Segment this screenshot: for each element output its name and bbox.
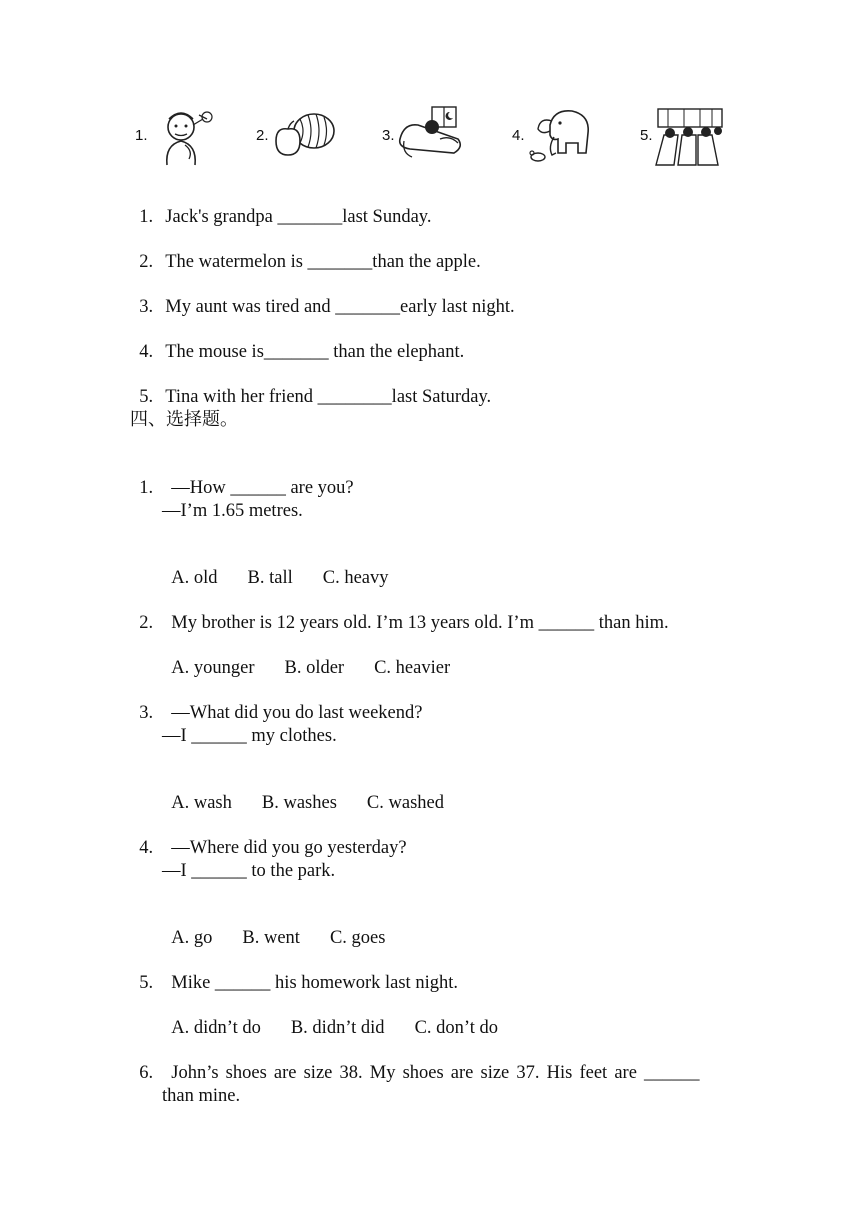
question-4: [130, 815, 407, 859]
answer-line: —I ______ my clothes.: [162, 726, 337, 746]
item-text: The mouse is_______ than the elephant.: [165, 342, 465, 362]
question-number: 4.: [139, 838, 154, 858]
question-text: —What did you do last weekend?: [171, 703, 423, 723]
option-b: B. didn’t did: [290, 1018, 385, 1038]
item-text: Jack's grandpa _______last Sunday.: [165, 207, 432, 227]
option-c: C. heavy: [322, 568, 389, 588]
item-text: The watermelon is _______than the apple.: [165, 252, 481, 272]
options-row: [162, 905, 385, 949]
picture-number: 2.: [256, 127, 269, 144]
option-c: C. goes: [329, 928, 386, 948]
question-number: 5.: [139, 973, 154, 993]
picture-3: [382, 105, 472, 170]
option-c: C. washed: [366, 793, 444, 813]
question-6: [130, 1040, 732, 1084]
option-c: C. don’t do: [414, 1018, 498, 1038]
cinema-icon: [654, 105, 724, 167]
question-number: 3.: [139, 703, 154, 723]
picture-4: [512, 105, 602, 170]
elephant-mouse-icon: [526, 105, 596, 167]
item-text: Tina with her friend ________last Saturday.: [165, 387, 492, 407]
fill-item-5: [130, 364, 491, 408]
picture-number: 4.: [512, 127, 525, 144]
watermelon-apple-icon: [270, 105, 336, 167]
answer-line: —I’m 1.65 metres.: [162, 501, 303, 521]
question-text: Mike ______ his homework last night.: [171, 973, 458, 993]
question-5: [130, 950, 458, 994]
question-continuation: than mine.: [162, 1086, 241, 1106]
fill-item-1: [130, 184, 431, 228]
question-text: —How ______ are you?: [171, 478, 354, 498]
question-number: 2.: [139, 613, 154, 633]
option-b: B. went: [242, 928, 300, 948]
question-2: [130, 590, 669, 634]
option-b: B. washes: [261, 793, 337, 813]
picture-number: 1.: [135, 127, 148, 144]
fill-item-2: [130, 229, 481, 273]
item-number: 5.: [139, 387, 154, 407]
picture-number: 3.: [382, 127, 395, 144]
question-number: 6.: [139, 1063, 154, 1083]
question-3: [130, 680, 422, 724]
picture-2: [256, 105, 346, 170]
item-number: 4.: [139, 342, 154, 362]
question-text: John’s shoes are size 38. My shoes are size 37. His feet are ______: [171, 1063, 700, 1083]
section-title: 四、选择题。: [130, 409, 238, 430]
picture-5: [640, 105, 732, 170]
option-b: B. older: [284, 658, 345, 678]
question-number: 1.: [139, 478, 154, 498]
option-a: A. didn’t do: [171, 1018, 261, 1038]
item-number: 1.: [139, 207, 154, 227]
picture-1: [135, 105, 215, 170]
option-a: A. old: [171, 568, 218, 588]
answer-line: —I ______ to the park.: [162, 861, 336, 881]
option-c: C. heavier: [374, 658, 451, 678]
picture-row: [130, 105, 730, 170]
question-text: My brother is 12 years old. I’m 13 years old. I’m ______ than him.: [171, 613, 669, 633]
option-a: A. younger: [171, 658, 255, 678]
question-1: [130, 455, 354, 499]
options-row: [162, 770, 444, 814]
option-a: A. go: [171, 928, 213, 948]
option-b: B. tall: [247, 568, 293, 588]
sleeping-icon: [396, 105, 468, 167]
question-text: —Where did you go yesterday?: [171, 838, 407, 858]
item-text: My aunt was tired and _______early last night.: [165, 297, 515, 317]
options-row: [162, 995, 498, 1039]
options-row: [162, 635, 450, 679]
picture-number: 5.: [640, 127, 653, 144]
options-row: [162, 545, 389, 589]
item-number: 2.: [139, 252, 154, 272]
item-number: 3.: [139, 297, 154, 317]
fill-item-3: [130, 274, 515, 318]
phone-call-icon: [149, 105, 215, 167]
fill-item-4: [130, 319, 464, 363]
option-a: A. wash: [171, 793, 232, 813]
